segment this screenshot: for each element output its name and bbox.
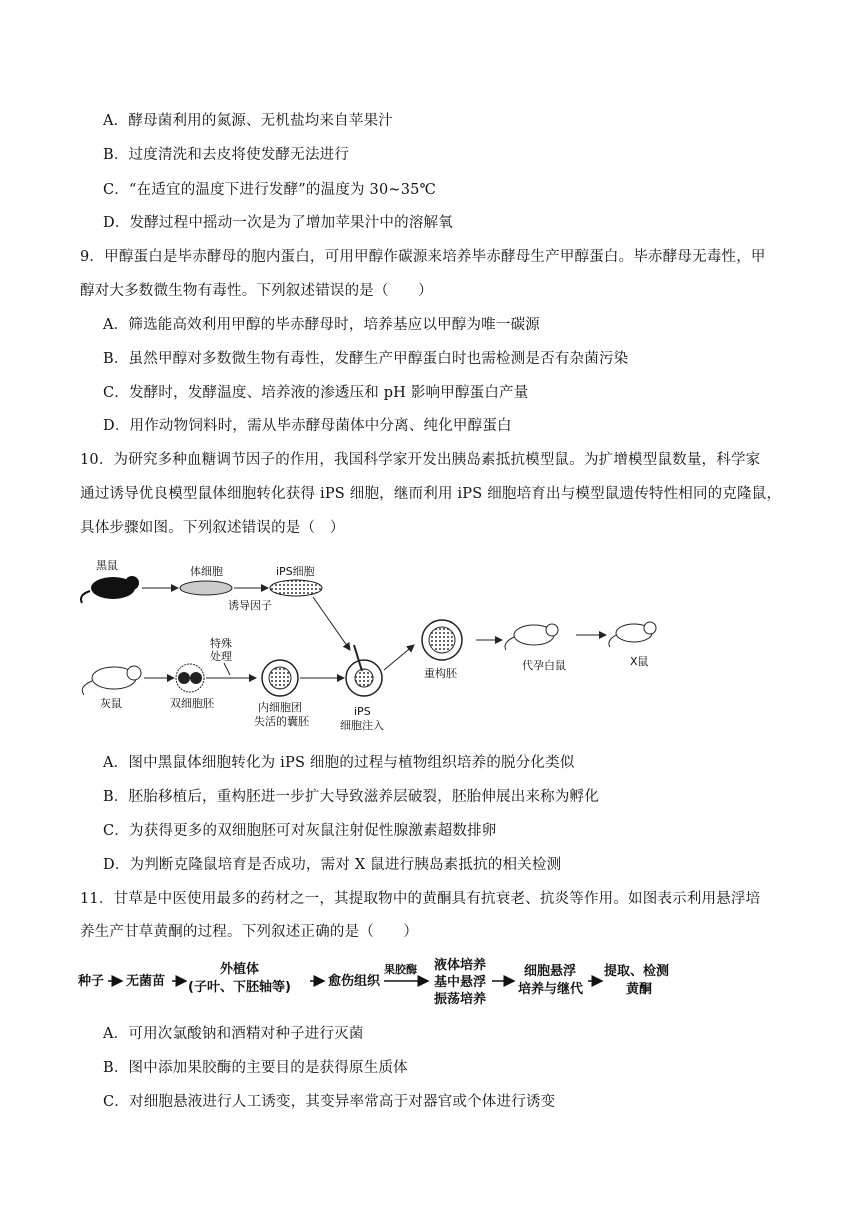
ips-cell-dish-icon <box>270 580 322 596</box>
flow-explant-1: 外植体 <box>220 962 260 977</box>
somatic-cell-dish-icon <box>180 581 232 595</box>
flow-callus: 愈伤组织 <box>328 974 381 989</box>
flow-extract-2: 黄酮 <box>626 982 653 997</box>
q8-option-a: A．酵母菌利用的氮源、无机盐均来自苹果汁 <box>103 113 393 129</box>
q11-option-a: A．可用次氯酸钠和酒精对种子进行灭菌 <box>103 1026 364 1042</box>
flow-extract-1: 提取、检测 <box>604 964 670 979</box>
cloning-diagram <box>78 555 678 740</box>
label-x-mouse: X鼠 <box>630 655 649 668</box>
q8-option-d: D．发酵过程中摇动一次是为了增加苹果汁中的溶解氧 <box>103 215 453 231</box>
label-ips-inject-2: 细胞注入 <box>340 719 384 732</box>
q9-stem-line-2: 醇对大多数微生物有毒性。下列叙述错误的是（ ） <box>80 283 433 299</box>
label-induction-factor: 诱导因子 <box>228 599 272 612</box>
label-two-cell-embryo: 双细胞胚 <box>170 697 214 710</box>
q10-option-d: D．为判断克隆鼠培育是否成功，需对 X 鼠进行胰岛素抵抗的相关检测 <box>103 857 562 873</box>
licorice-flow-diagram <box>78 955 688 1010</box>
flow-liquid-1: 液体培养 <box>434 958 487 973</box>
label-gray-mouse: 灰鼠 <box>100 697 122 710</box>
ips-injection-icon <box>346 645 382 696</box>
two-cell-embryo-icon <box>176 664 204 692</box>
label-blastocyst-1: 内细胞团 <box>258 701 302 714</box>
label-blastocyst-2: 失活的囊胚 <box>254 715 309 728</box>
label-surrogate-mouse: 代孕白鼠 <box>522 659 566 672</box>
q9-option-a: A．筛选能高效利用甲醇的毕赤酵母时，培养基应以甲醇为唯一碳源 <box>103 317 540 333</box>
q11-stem-line-2: 养生产甘草黄酮的过程。下列叙述正确的是（ ） <box>80 924 419 940</box>
q9-option-b: B．虽然甲醇对多数微生物有毒性，发酵生产甲醇蛋白时也需检测是否有杂菌污染 <box>103 351 629 367</box>
flow-sterile-seedling: 无菌苗 <box>126 974 166 989</box>
flow-explant-2: (子叶、下胚轴等) <box>188 980 291 995</box>
q10-stem-line-3: 具体步骤如图。下列叙述错误的是（ ） <box>80 520 345 536</box>
label-ips-cell: iPS细胞 <box>276 565 315 578</box>
flow-seed: 种子 <box>78 974 105 989</box>
q11-stem-line-1: 11．甘草是中医使用最多的药材之一，其提取物中的黄酮具有抗衰老、抗炎等作用。如图表示利用悬浮培 <box>80 891 761 907</box>
surrogate-mouse-icon <box>505 624 558 650</box>
label-special-treatment-1: 特殊 <box>210 637 232 650</box>
x-mouse-icon <box>609 622 656 647</box>
label-black-mouse: 黑鼠 <box>96 559 118 572</box>
gray-mouse-icon <box>82 666 141 695</box>
q10-stem-line-2: 通过诱导优良模型鼠体细胞转化获得 iPS 细胞，继而利用 iPS 细胞培育出与模型鼠遗传特性相同的克隆鼠， <box>80 486 782 502</box>
flow-liquid-2: 基中悬浮 <box>434 975 487 990</box>
q11-option-b: B．图中添加果胶酶的主要目的是获得原生质体 <box>103 1060 408 1076</box>
black-mouse-icon <box>81 576 139 603</box>
q9-option-d: D．用作动物饲料时，需从毕赤酵母菌体中分离、纯化甲醇蛋白 <box>103 418 512 434</box>
q9-stem-line-1: 9．甲醇蛋白是毕赤酵母的胞内蛋白，可用甲醇作碳源来培养毕赤酵母生产甲醇蛋白。毕赤酵母无毒性，甲 <box>80 249 766 265</box>
q8-option-c: C．“在适宜的温度下进行发酵”的温度为 30~35℃ <box>103 182 436 198</box>
reconstructed-embryo-icon <box>422 620 462 660</box>
q11-option-c: C．对细胞悬液进行人工诱变，其变异率常高于对器官或个体进行诱变 <box>103 1094 556 1110</box>
label-reconstructed-embryo: 重构胚 <box>424 667 457 680</box>
q8-option-b: B．过度清洗和去皮将使发酵无法进行 <box>103 147 350 163</box>
flow-suspension-1: 细胞悬浮 <box>524 964 577 979</box>
label-ips-inject-1: iPS <box>354 705 371 718</box>
q10-option-b: B．胚胎移植后，重构胚进一步扩大导致滋养层破裂，胚胎伸展出来称为孵化 <box>103 789 599 805</box>
q10-option-c: C．为获得更多的双细胞胚可对灰鼠注射促性腺激素超数排卵 <box>103 823 497 839</box>
q10-stem-line-1: 10．为研究多种血糖调节因子的作用，我国科学家开发出胰岛素抵抗模型鼠。为扩增模型鼠数量，科学家 <box>80 452 761 468</box>
q9-option-c: C．发酵时，发酵温度、培养液的渗透压和 pH 影响甲醇蛋白产量 <box>103 385 529 401</box>
flow-pectinase: 果胶酶 <box>384 963 417 976</box>
blastocyst-icon <box>262 660 298 696</box>
flow-suspension-2: 培养与继代 <box>518 982 584 997</box>
label-somatic-cell: 体细胞 <box>190 565 223 578</box>
q10-option-a: A．图中黑鼠体细胞转化为 iPS 细胞的过程与植物组织培养的脱分化类似 <box>103 755 575 771</box>
flow-liquid-3: 振荡培养 <box>434 992 487 1007</box>
label-special-treatment-2: 处理 <box>210 650 232 663</box>
